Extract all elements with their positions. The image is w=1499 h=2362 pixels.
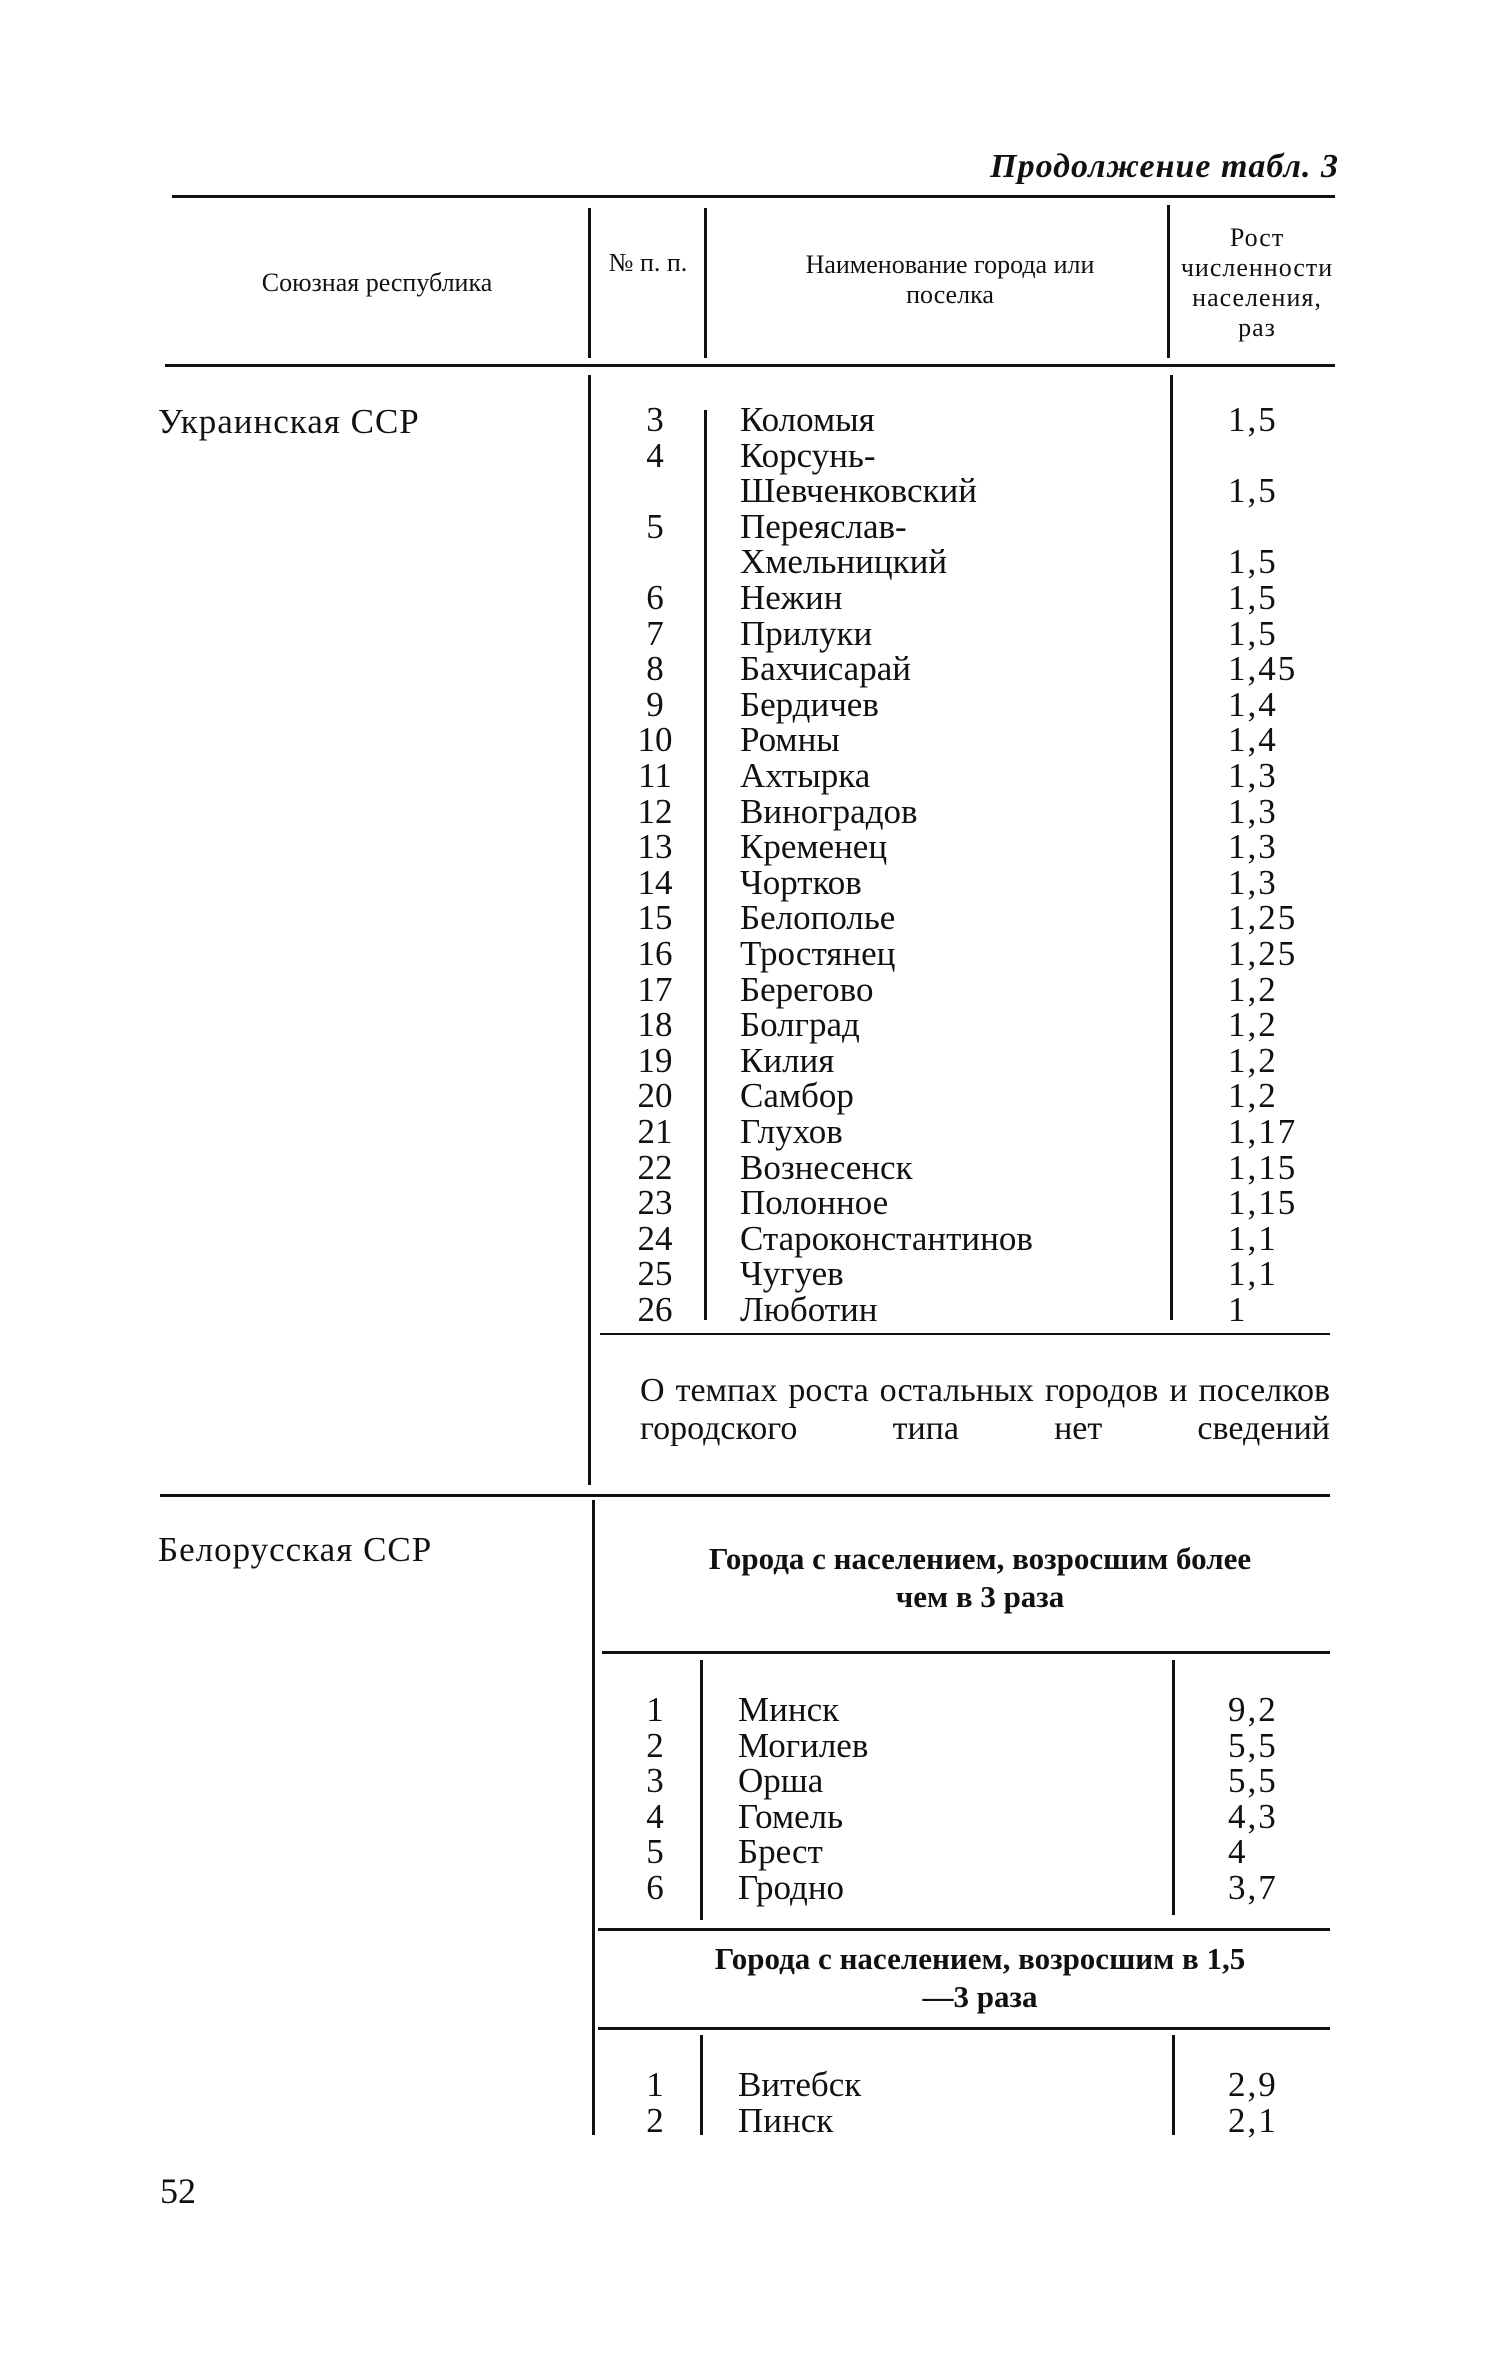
row-number: 12: [637, 791, 673, 831]
ukraine-city-rule: [704, 410, 707, 1320]
row-city: Люботин: [740, 1290, 878, 1329]
header-divider-3: [1167, 205, 1170, 358]
row-value: 1,5: [1228, 471, 1278, 511]
group1-end-rule: [598, 1928, 1330, 1931]
row-number: 3: [646, 400, 664, 439]
header-divider-2: [704, 208, 707, 358]
row-value: 2,1: [1228, 2100, 1278, 2140]
page-number: 52: [160, 2171, 196, 2211]
row-value: 1,15: [1228, 1183, 1298, 1223]
row-city: Могилев: [738, 1725, 869, 1765]
table-caption: Продолжение табл. 3: [990, 148, 1339, 185]
row-value: 1,3: [1228, 827, 1278, 867]
row-value: 1,15: [1228, 1147, 1298, 1187]
section-divider: [160, 1494, 1330, 1497]
row-value: 1,5: [1228, 613, 1278, 653]
row-number: 20: [637, 1076, 673, 1116]
row-city: Килия: [740, 1040, 835, 1080]
row-number: 25: [637, 1254, 673, 1294]
row-value: 1,1: [1228, 1254, 1278, 1294]
row-number: 5: [646, 506, 664, 546]
row-city: Хмельницкий: [740, 542, 948, 582]
row-value: 4: [1228, 1832, 1248, 1872]
row-value: 1,3: [1228, 862, 1278, 902]
row-value: 1,5: [1228, 578, 1278, 617]
row-number: 21: [637, 1112, 673, 1151]
row-number: 2: [646, 1725, 664, 1765]
row-city: Гродно: [738, 1868, 845, 1907]
row-value: 1,4: [1228, 684, 1278, 724]
row-value: 1,3: [1228, 791, 1278, 831]
row-number: 19: [637, 1040, 673, 1080]
group2-title-rule: [598, 2027, 1330, 2030]
row-value: 2,9: [1228, 2065, 1278, 2104]
row-city: Витебск: [738, 2065, 862, 2104]
group2-value-rule: [1172, 2035, 1175, 2135]
group2-title: Города с населением, возросшим в 1,5—3 раза: [714, 1941, 1246, 2014]
row-number: 6: [646, 1868, 664, 1907]
row-city: Ромны: [740, 720, 840, 760]
row-number: 3: [646, 1761, 664, 1801]
row-value: 1: [1228, 1290, 1248, 1329]
ukraine-value-rule: [1170, 375, 1173, 1320]
row-number: 4: [646, 435, 664, 475]
row-city: Гомель: [738, 1796, 844, 1836]
row-number: 26: [637, 1290, 673, 1329]
row-city: Коломыя: [740, 400, 875, 439]
row-value: 1,25: [1228, 934, 1298, 973]
row-number: 1: [646, 1690, 664, 1729]
header-num: [592, 248, 704, 278]
row-number: 23: [637, 1183, 673, 1223]
ukraine-note: О темпах роста остальных городов и поселков городского типа нет сведений: [640, 1372, 1330, 1447]
row-city: Пинск: [738, 2100, 834, 2140]
row-city: Самбор: [740, 1076, 854, 1116]
row-city: Корсунь-: [740, 435, 876, 475]
row-number: 1: [646, 2065, 664, 2104]
row-value: 1,4: [1228, 720, 1278, 760]
row-value: 1,5: [1228, 400, 1278, 439]
header-name-text: Наименование города или поселка: [805, 250, 1095, 309]
row-number: 24: [637, 1218, 673, 1258]
row-city: Староконстантинов: [740, 1218, 1033, 1258]
row-city: Прилуки: [740, 613, 873, 653]
row-city: Бахчисарай: [740, 649, 911, 689]
row-value: 1,2: [1228, 1076, 1278, 1116]
row-number: 18: [637, 1005, 673, 1045]
row-city: Переяслав-: [740, 506, 907, 546]
row-value: 1,1: [1228, 1218, 1278, 1258]
header-top-rule: [172, 195, 1335, 198]
row-city: Нежин: [740, 578, 843, 617]
row-value: 4,3: [1228, 1796, 1278, 1836]
row-number: 10: [637, 720, 673, 760]
row-city: Чортков: [740, 862, 862, 902]
republic-belarus: Белорусская ССР: [158, 1530, 433, 1569]
row-value: 1,5: [1228, 542, 1278, 582]
row-number: 17: [637, 969, 673, 1009]
row-city: Брест: [738, 1832, 823, 1872]
row-value: 3,7: [1228, 1868, 1278, 1907]
row-value: 1,3: [1228, 756, 1278, 795]
header-bottom-rule: [165, 364, 1335, 367]
ukraine-rows-end-rule: [600, 1333, 1330, 1335]
group2-city-rule: [700, 2035, 703, 2135]
row-value: 5,5: [1228, 1761, 1278, 1801]
row-number: 14: [637, 862, 673, 902]
row-value: 1,45: [1228, 649, 1298, 689]
row-city: Болград: [740, 1005, 860, 1045]
row-value: 1,2: [1228, 1005, 1278, 1045]
header-growth-text: Рост численности населения, раз: [1180, 223, 1334, 342]
row-number: 15: [637, 898, 673, 938]
belarus-left-rule: [592, 1500, 595, 2135]
row-city: Шевченковский: [740, 471, 977, 511]
row-city: Чугуев: [740, 1254, 844, 1294]
row-number: 9: [646, 684, 664, 724]
row-city: Бердичев: [740, 684, 879, 724]
group1-title: Города с населением, возросшим более чем в 3 раза: [708, 1541, 1252, 1614]
row-value: 9,2: [1228, 1690, 1278, 1729]
row-number: 6: [646, 578, 664, 617]
row-city: Полонное: [740, 1183, 889, 1223]
row-value: 1,2: [1228, 969, 1278, 1009]
row-city: Виноградов: [740, 791, 918, 831]
header-name: [780, 250, 1120, 310]
row-value: 1,25: [1228, 898, 1298, 938]
header-num-text: № п. п.: [608, 248, 688, 277]
row-number: 11: [638, 756, 672, 795]
group1-value-rule: [1172, 1660, 1175, 1915]
row-city: Ахтырка: [740, 756, 871, 795]
group1-city-rule: [700, 1660, 703, 1920]
row-value: 1,17: [1228, 1112, 1298, 1151]
header-republic: Союзная республика: [261, 268, 493, 297]
row-number: 16: [637, 934, 673, 973]
row-city: Тростянец: [740, 934, 896, 973]
header-growth: [1172, 223, 1342, 343]
republic-ukraine: Украинская ССР: [158, 402, 420, 441]
row-value: 1,2: [1228, 1040, 1278, 1080]
row-number: 13: [637, 827, 673, 867]
row-city: Берегово: [740, 969, 874, 1009]
row-number: 22: [637, 1147, 673, 1187]
row-city: Минск: [738, 1690, 840, 1729]
row-number: 5: [646, 1832, 664, 1872]
row-value: 5,5: [1228, 1725, 1278, 1765]
ukraine-left-rule: [588, 375, 591, 1485]
header-divider-1: [588, 208, 591, 358]
row-number: 2: [646, 2100, 664, 2140]
row-city: Глухов: [740, 1112, 843, 1151]
row-city: Орша: [738, 1761, 824, 1801]
row-number: 8: [646, 649, 664, 689]
row-number: 4: [646, 1796, 664, 1836]
row-number: 7: [646, 613, 664, 653]
group1-title-rule: [602, 1651, 1330, 1654]
row-city: Кременец: [740, 827, 888, 867]
row-city: Белополье: [740, 898, 896, 938]
row-city: Вознесенск: [740, 1147, 913, 1187]
